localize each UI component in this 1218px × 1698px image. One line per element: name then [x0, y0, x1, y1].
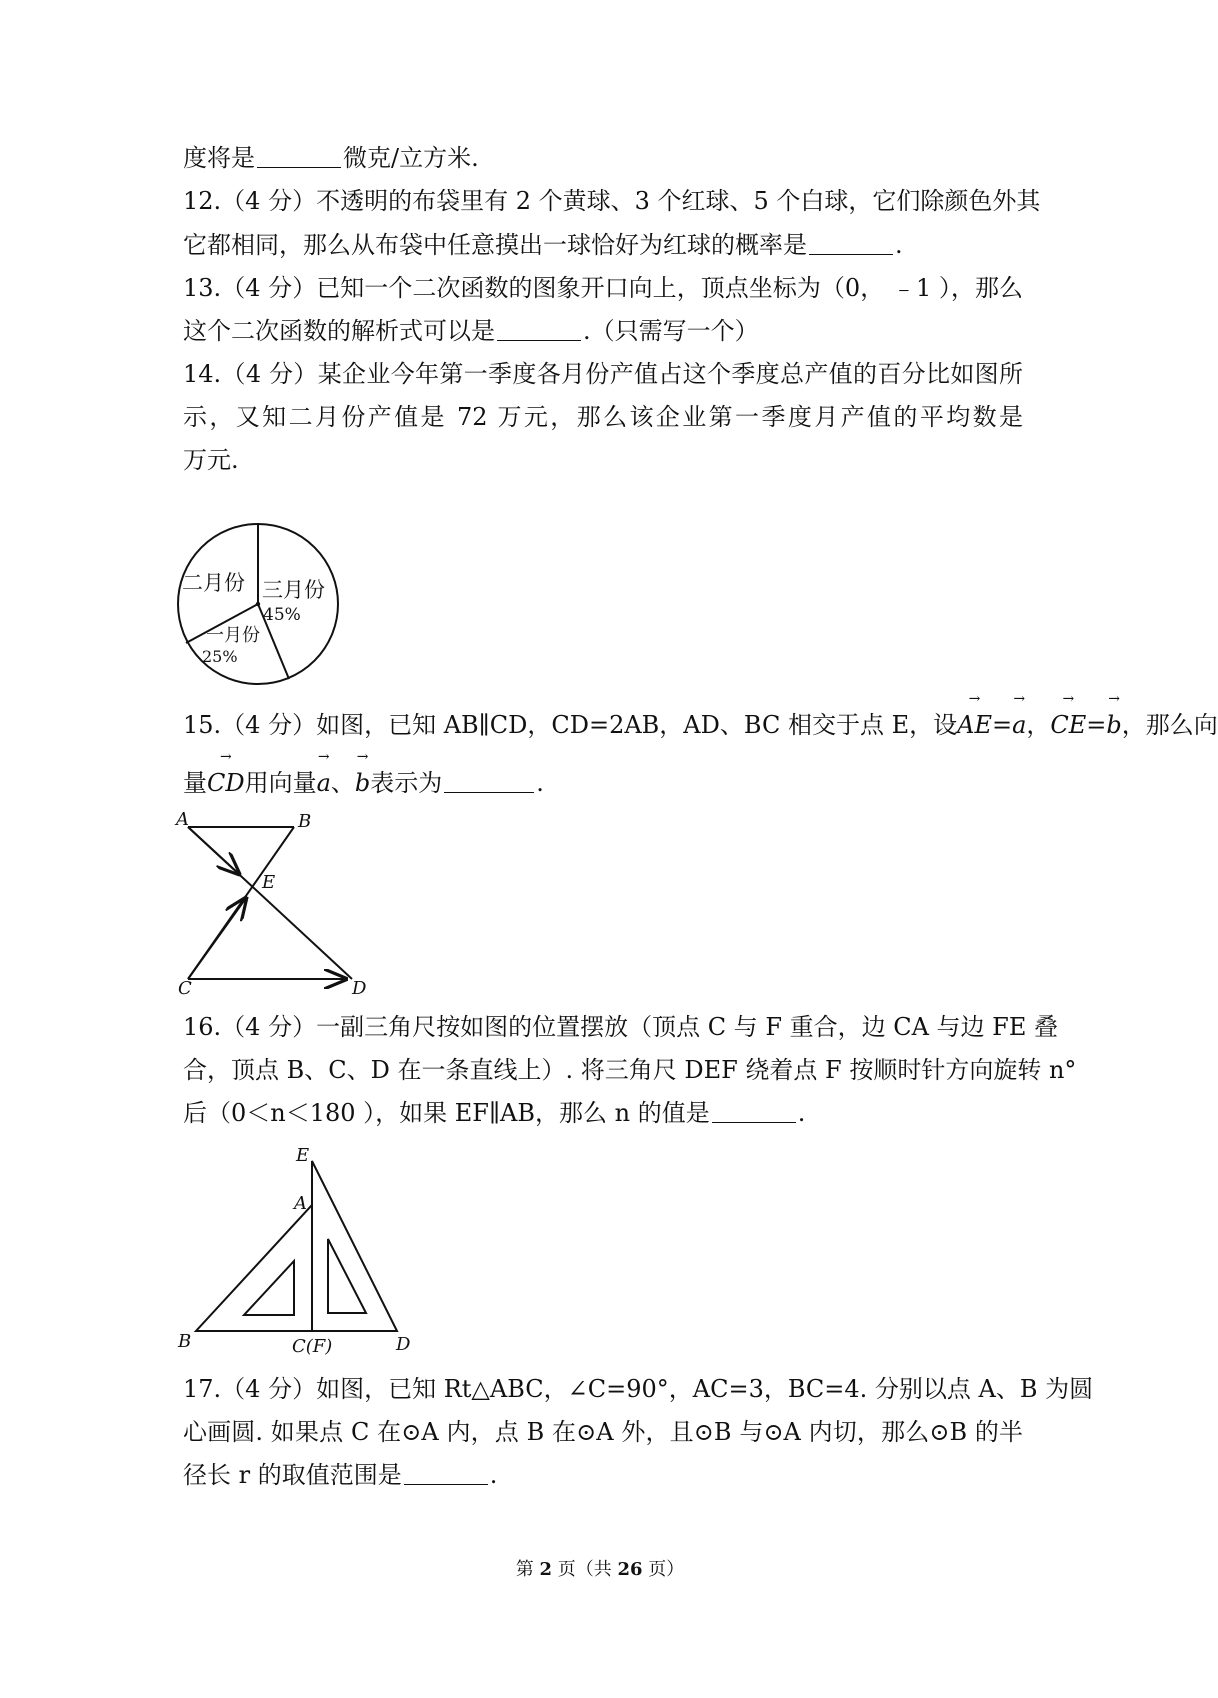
q15-figure	[176, 809, 376, 999]
point-label-b: B	[298, 811, 312, 832]
q13-line1: 13.（4 分）已知一个二次函数的图象开口向上，顶点坐标为（0， ﹣1 ），那么	[183, 274, 1023, 302]
answer-blank[interactable]	[257, 145, 341, 168]
page-total: 26	[617, 1559, 643, 1580]
pie-label-jan: 一月份	[206, 625, 260, 646]
pie-center	[256, 602, 260, 606]
q17-text-after: .	[489, 1461, 498, 1489]
q17-line1: 17.（4 分）如图，已知 Rt△ABC，∠C=90°，AC=3，BC=4. 分别以点 A、B 为圆	[183, 1375, 1094, 1403]
q16-line2: 合，顶点 B、C、D 在一条直线上）. 将三角尺 DEF 绕着点 F 按顺时针方向旋转 n°	[183, 1056, 1077, 1084]
triangle-abc-inner	[244, 1261, 294, 1315]
q17-line3	[183, 1459, 1023, 1491]
q14-line1: 14.（4 分）某企业今年第一季度各月份产值占这个季度总产值的百分比如图所	[183, 360, 1023, 388]
point-label-a: A	[294, 1193, 307, 1214]
pie-label-mar: 三月份	[262, 578, 325, 602]
point-label-cf: C(F)	[292, 1336, 333, 1357]
page-footer: 第 2 页（共 26 页）	[515, 1559, 685, 1580]
q11-text-after: 微克/立方米.	[343, 144, 479, 172]
page-number: 2	[539, 1559, 552, 1580]
q16-text-before: 后（0＜n＜180 ），如果 EF∥AB，那么 n 的值是	[183, 1099, 710, 1127]
q17-line2: 心画圆. 如果点 C 在⊙A 内，点 B 在⊙A 外，且⊙B 与⊙A 内切，那么⊙B 的半	[183, 1418, 1023, 1446]
answer-blank[interactable]	[497, 318, 581, 341]
point-label-c: C	[178, 978, 192, 999]
vector-b: → b	[354, 749, 371, 797]
pie-pct-jan: 25%	[202, 647, 238, 666]
triangle-def	[312, 1161, 397, 1331]
vector-a: → a	[1012, 691, 1027, 739]
pie-label-feb: 二月份	[182, 571, 245, 595]
q13-text-before: 这个二次函数的解析式可以是	[183, 317, 495, 345]
answer-blank[interactable]	[712, 1100, 796, 1123]
point-label-e: E	[262, 872, 276, 893]
q15-text-2: ，那么向	[1121, 711, 1218, 739]
vector-a: → a	[316, 749, 331, 797]
vector-ce: → CE	[1050, 691, 1087, 739]
vector-ae: → AE	[957, 691, 992, 739]
q16-text-after: .	[797, 1099, 806, 1127]
q11-text-before: 度将是	[183, 144, 255, 172]
point-label-e: E	[296, 1145, 310, 1166]
answer-blank[interactable]	[444, 770, 534, 793]
q16-figure	[176, 1143, 426, 1355]
q12-text-after: .	[895, 231, 903, 259]
answer-blank[interactable]	[404, 1462, 488, 1485]
pie-pct-mar: 45%	[263, 605, 301, 625]
vector-b: → b	[1106, 691, 1122, 739]
q15-line2: 量 → CD用向量 → a、 → b表示为 .	[183, 749, 544, 797]
vector-cd: → CD	[207, 749, 245, 797]
q11-tail	[183, 142, 1023, 174]
arrow-ae	[188, 827, 239, 874]
q16-line3	[183, 1097, 1023, 1129]
q12-line2	[183, 229, 1023, 261]
triangle-def-inner	[328, 1239, 366, 1313]
q14-pie-figure	[176, 522, 341, 687]
q14-line3: 万元.	[183, 446, 239, 474]
q14-line2: 示，又知二月份产值是 72 万元，那么该企业第一季度月产值的平均数是	[183, 403, 1023, 431]
arrow-ce	[188, 898, 246, 979]
q13-text-after: .（只需写一个）	[583, 317, 759, 345]
point-label-a: A	[176, 809, 189, 830]
point-label-d: D	[396, 1334, 411, 1355]
q13-line2	[183, 315, 1023, 347]
q12-text-before: 它都相同，那么从布袋中任意摸出一球恰好为红球的概率是	[183, 231, 807, 259]
q17-text-before: 径长 r 的取值范围是	[183, 1461, 402, 1489]
q12-line1: 12.（4 分）不透明的布袋里有 2 个黄球、3 个红球、5 个白球，它们除颜色外其	[183, 187, 1041, 215]
point-label-d: D	[352, 978, 367, 999]
q15-line1: 15.（4 分）如图，已知 AB∥CD，CD=2AB，AD、BC 相交于点 E，设 → AE= → a， → CE= → b，那么向	[183, 691, 1218, 739]
q16-line1: 16.（4 分）一副三角尺按如图的位置摆放（顶点 C 与 F 重合，边 CA 与边 FE 叠	[183, 1013, 1058, 1041]
point-label-b: B	[178, 1331, 192, 1352]
q15-text-1: 15.（4 分）如图，已知 AB∥CD，CD=2AB，AD、BC 相交于点 E，设	[183, 711, 958, 739]
answer-blank[interactable]	[809, 232, 893, 255]
